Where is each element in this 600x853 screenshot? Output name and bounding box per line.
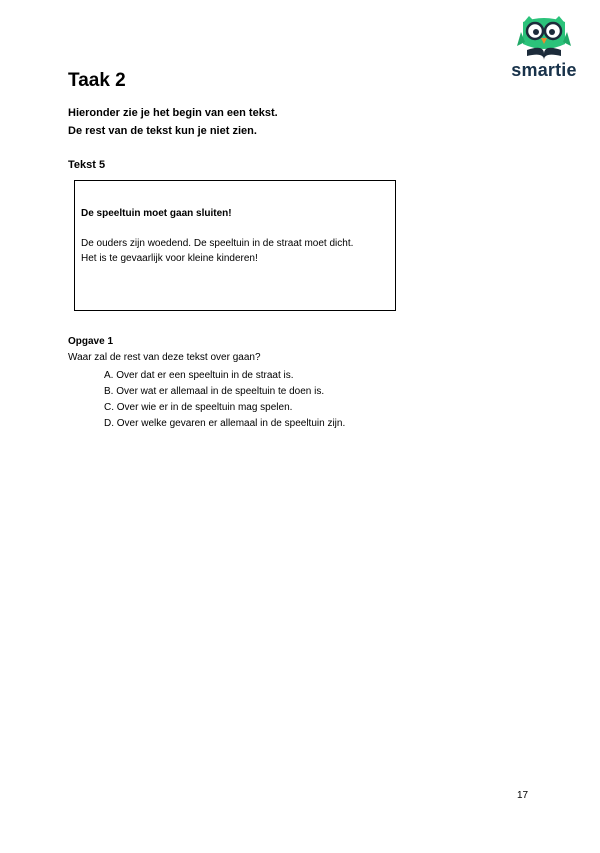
intro-line: De rest van de tekst kun je niet zien. (68, 125, 257, 137)
smartie-logo (508, 14, 580, 84)
page-number: 17 (517, 790, 529, 801)
answer-option-d: D. Over welke gevaren er allemaal in de speeltuin zijn. (104, 418, 346, 429)
intro-line: Hieronder zie je het begin van een tekst. (68, 107, 278, 119)
answer-option-c: C. Over wie er in de speeltuin mag spelen. (104, 402, 293, 413)
text-box-line: De ouders zijn woedend. De speeltuin in de straat moet dicht. (81, 238, 354, 249)
text-box-heading: De speeltuin moet gaan sluiten! (81, 208, 232, 219)
brand-name: smartie (511, 60, 577, 80)
owl-icon (517, 14, 571, 60)
text-box-body (81, 236, 353, 266)
answer-options (104, 368, 345, 432)
text-box-line: Het is te gevaarlijk voor kleine kinderen! (81, 253, 258, 264)
page-title: Taak 2 (68, 70, 126, 91)
text-label: Tekst 5 (68, 159, 106, 171)
question-text: Waar zal de rest van deze tekst over gaan? (68, 352, 261, 363)
text-box (74, 180, 396, 311)
answer-option-a: A. Over dat er een speeltuin in de straat is. (104, 370, 294, 381)
answer-option-b: B. Over wat er allemaal in de speeltuin te doen is. (104, 386, 325, 397)
intro-text (68, 104, 278, 140)
question-label: Opgave 1 (68, 336, 114, 347)
